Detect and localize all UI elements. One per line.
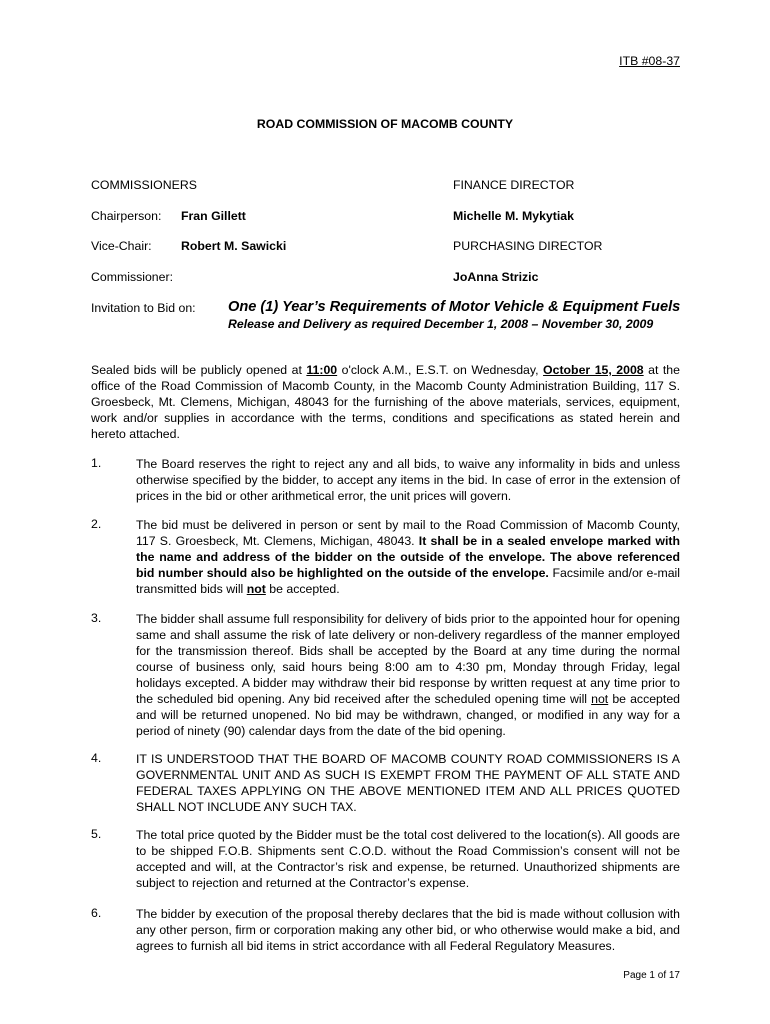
- page-number: Page 1 of 17: [623, 970, 680, 981]
- list-item: [91, 517, 680, 597]
- item-emphasis: not: [591, 692, 609, 706]
- finance-director-name: Michelle M. Mykytiak: [453, 209, 574, 223]
- list-item: [91, 611, 680, 739]
- opening-time: 11:00: [306, 363, 338, 377]
- item-text-part: be accepted and will be returned unopened. No bid may be withdrawn, changed, or modified in any way for a period of ninety (90) calendar days from the date of the bid opening.: [136, 692, 680, 738]
- invitation-label: Invitation to Bid on:: [91, 301, 196, 315]
- chairperson-name: Fran Gillett: [181, 209, 246, 223]
- item-emphasis: not: [246, 582, 266, 596]
- finance-director-label: FINANCE DIRECTOR: [453, 178, 575, 192]
- invitation-title: One (1) Year’s Requirements of Motor Vehicle & Equipment Fuels: [228, 299, 681, 315]
- item-number: 4.: [91, 751, 102, 765]
- item-number: 2.: [91, 517, 102, 531]
- item-number: 5.: [91, 827, 102, 841]
- item-text-part: The bidder shall assume full responsibility for delivery of bids prior to the appointed hour for opening same and shall assume the risk of late delivery or non-delivery regardless of the manner employed for the transmission thereof. Bids shall be accepted by the Board at any time during the normal course of business only, said hours being 8:00 am to 4:30 pm, Monday through Friday, legal holidays excepted. A bidder may withdraw their bid response by written request at any time prior to the scheduled bid opening. Any bid received after the scheduled opening time will: [136, 612, 680, 706]
- list-item: [91, 456, 680, 504]
- intro-text: o'clock A.M., E.S.T. on Wednesday,: [337, 363, 544, 377]
- commissioners-label: COMMISSIONERS: [91, 178, 197, 192]
- itb-number: ITB #08-37: [619, 54, 680, 68]
- item-text: [136, 517, 680, 597]
- opening-date: October 15, 2008: [543, 363, 644, 377]
- intro-text: Sealed bids will be publicly opened at: [91, 363, 307, 377]
- purchasing-director-name: JoAnna Strizic: [453, 270, 539, 284]
- vice-chair-name: Robert M. Sawicki: [181, 239, 287, 253]
- item-number: 1.: [91, 456, 102, 470]
- item-number: 3.: [91, 611, 102, 625]
- list-item: [91, 906, 680, 954]
- list-item: [91, 827, 680, 891]
- list-item: [91, 751, 680, 815]
- item-text-part: The bid must be delivered in person or sent by mail to the Road Commission of Macomb County, 117 S. Groesbeck, Mt. Clemens, Michigan, 48043.: [136, 518, 680, 548]
- item-text: [136, 611, 680, 739]
- intro-text: at the office of the Road Commission of Macomb County, in the Macomb County Administration Building, 117 S. Groesbeck, Mt. Clemens, Michigan, 48043 for the furnishing of the above materials, services, equipment, work and/or supplies in accordance with the terms, conditions and specifications as stated herein and hereto attached.: [91, 363, 680, 441]
- invitation-subtitle: Release and Delivery as required December 1, 2008 – November 30, 2009: [228, 317, 654, 331]
- item-text-part: Facsimile and/or e-mail transmitted bids will: [136, 566, 680, 596]
- item-text: The bidder by execution of the proposal thereby declares that the bid is made without collusion with any other person, firm or corporation making any other bid, or who otherwise would make a bid, and agrees to furnish all bid items in strict accordance with all Federal Regulatory Measures.: [136, 907, 680, 953]
- item-text: The Board reserves the right to reject any and all bids, to waive any informality in bids and unless otherwise specified by the bidder, to accept any items in the bid. In case of error in the extension of prices in the bid or other arithmetical error, the unit prices will govern.: [136, 457, 680, 503]
- commissioner-label: Commissioner:: [91, 270, 173, 284]
- purchasing-director-label: PURCHASING DIRECTOR: [453, 239, 603, 253]
- chairperson-label: Chairperson:: [91, 209, 162, 223]
- item-number: 6.: [91, 906, 102, 920]
- vice-chair-label: Vice-Chair:: [91, 239, 152, 253]
- item-text: The total price quoted by the Bidder must be the total cost delivered to the location(s). All goods are to be shipped F.O.B. Shipments sent C.O.D. without the Road Commission’s consent will not be accepted and will, at the Contractor’s risk and expense, be returned. Unauthorized shipments are subject to rejection and returned at the Contractor’s expense.: [136, 828, 680, 890]
- item-text-part: be accepted.: [265, 582, 340, 596]
- item-bold-text: It shall be in a sealed envelope marked with the name and address of the bidder on the outside of the envelope. The above referenced bid number should also be highlighted on the outside of the envelope.: [136, 534, 680, 580]
- page-title: ROAD COMMISSION OF MACOMB COUNTY: [256, 117, 514, 131]
- item-text: IT IS UNDERSTOOD THAT THE BOARD OF MACOMB COUNTY ROAD COMMISSIONERS IS A GOVERNMENTAL UNIT AND AS SUCH IS EXEMPT FROM THE PAYMENT OF ALL STATE AND FEDERAL TAXES APPLYING ON THE ABOVE MENTIONED ITEM AND ALL PRICES QUOTED SHALL NOT INCLUDE ANY SUCH TAX.: [136, 752, 680, 814]
- intro-paragraph: [91, 362, 680, 442]
